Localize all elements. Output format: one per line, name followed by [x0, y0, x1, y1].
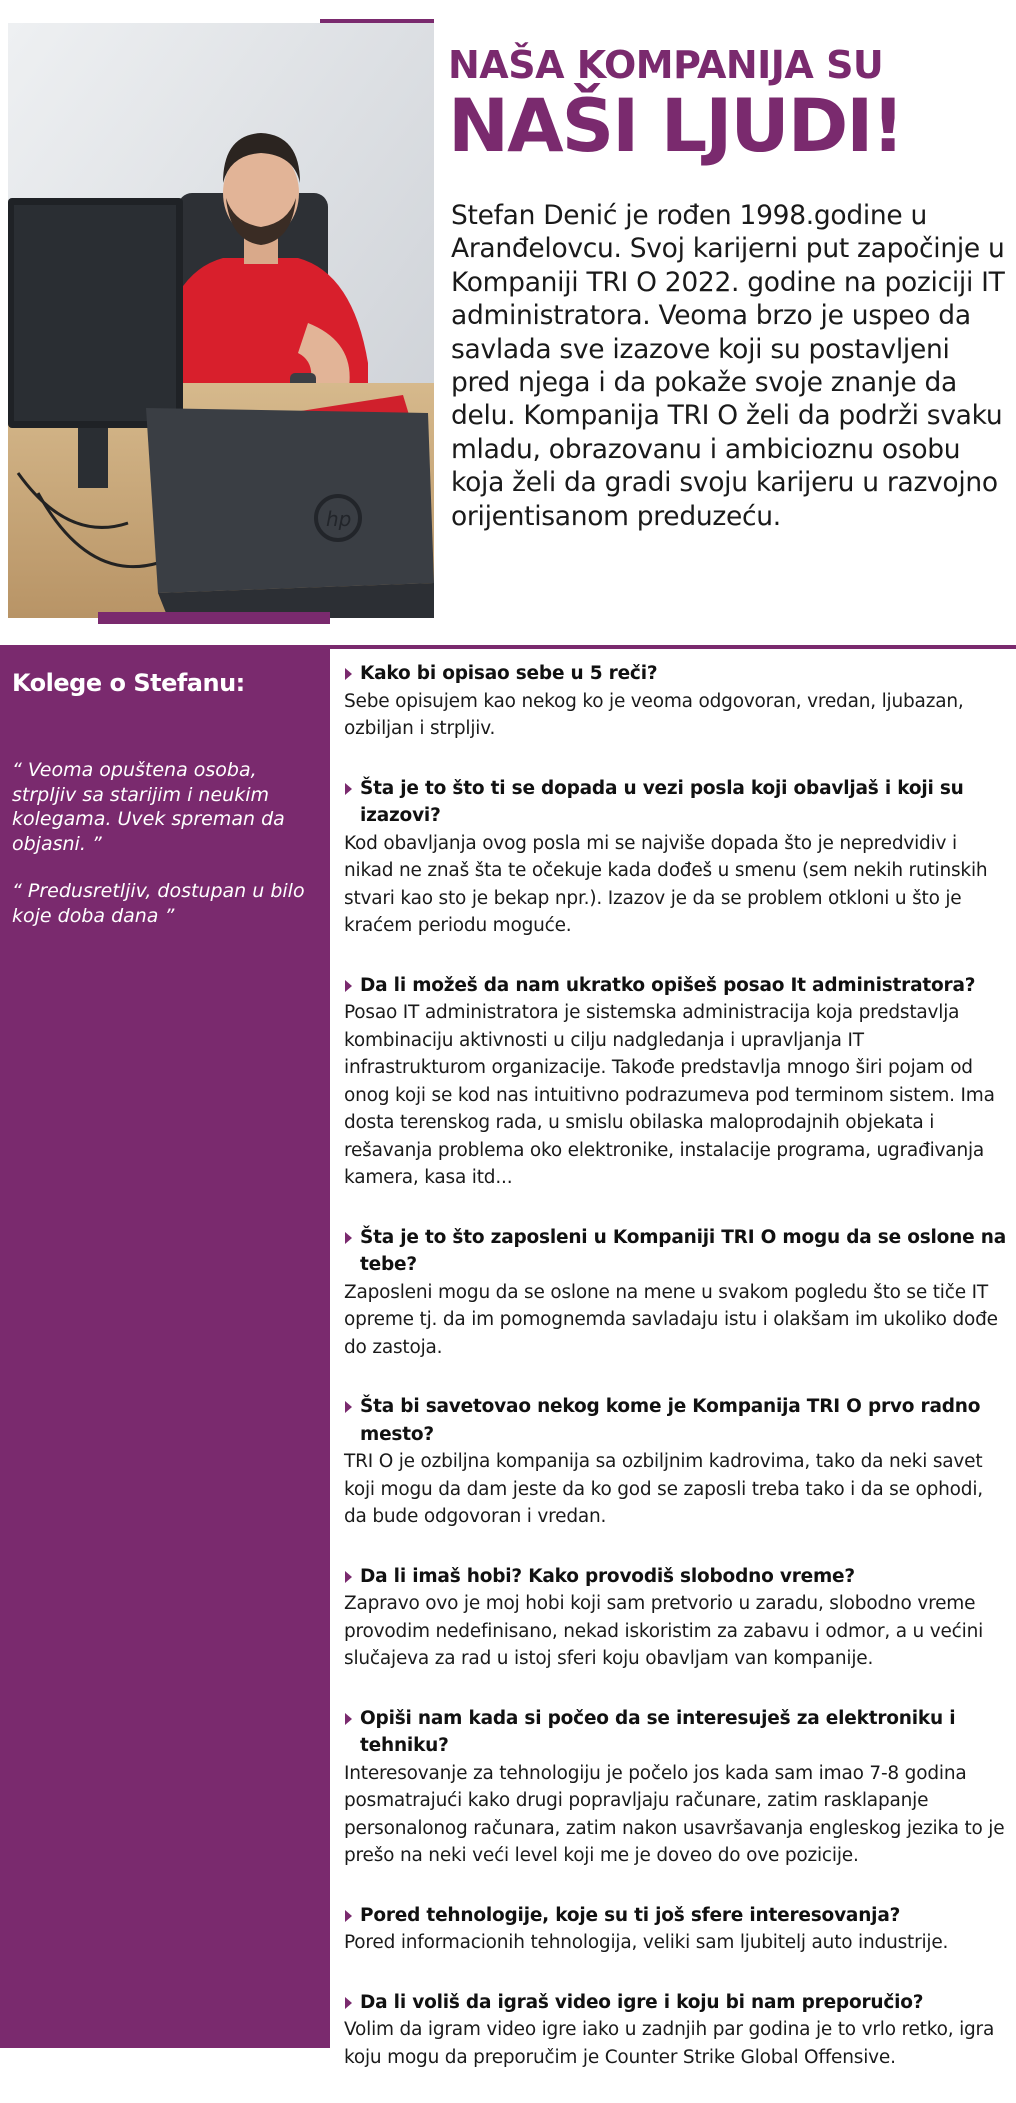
page-title	[448, 42, 1008, 168]
title-line-1: NAŠA KOMPANIJA SU	[448, 43, 884, 87]
qa-answer: Zaposleni mogu da se oslone na mene u svakom pogledu što se tiče IT opreme tj. da im pomognemda savladaju istu i olakšam im ukoliko dođe do zastoja.	[344, 1281, 998, 1358]
intro-paragraph: Stefan Denić je rođen 1998.godine u Aranđelovcu. Svoj karijerni put započinje u Kompaniji TRI O 2022. godine na poziciji IT administratora. Veoma brzo je uspeo da savlada sve izazove koji su postavljeni pred njega i da pokaže svoje znanje da delu. Kompanija TRI O želi da podrži svaku mladu, obrazovanu i ambicioznu osobu koja želi da gradi svoju karijeru u razvojno orijentisanom preduzeću.	[451, 200, 1005, 532]
qa-question: Pored tehnologije, koje su ti još sfere interesovanja?	[344, 1902, 1008, 1930]
title-line-2: NAŠI LJUDI!	[448, 84, 903, 169]
bullet-arrow-icon	[345, 1401, 352, 1413]
colleague-quote: “ Predusretljiv, dostupan u bilo koje doba dana ”	[12, 880, 305, 927]
qa-item	[344, 775, 1008, 940]
colleagues-sidebar	[0, 649, 330, 2048]
qa-item	[344, 660, 1008, 743]
qa-item	[344, 1393, 1008, 1531]
bullet-arrow-icon	[345, 1571, 352, 1583]
qa-item	[344, 972, 1008, 1192]
qa-question: Šta je to što ti se dopada u vezi posla koji obavljaš i koji su izazovi?	[344, 775, 1008, 830]
qa-question: Da li voliš da igraš video igre i koju bi nam preporučio?	[344, 1989, 1008, 2017]
qa-question: Opiši nam kada si počeo da se interesuješ za elektroniku i tehniku?	[344, 1705, 1008, 1760]
qa-item	[344, 1705, 1008, 1870]
qa-answer: Posao IT administratora je sistemska administracija koja predstavlja kombinaciju aktivnosti u cilju nadgledanja i upravljanja IT infrastrukturom organizacije. Takođe predstavlja mnogo širi pojam od onog koji se kod nas intuitivno podrazumeva pod terminom sistem. Ima dosta terenskog rada, u smislu obilaska maloprodajnih objekata i rešavanja problema oko elektronike, instalacije programa, ugrađivanja kamera, kasa itd...	[344, 1002, 995, 1188]
qa-item	[344, 1224, 1008, 1362]
bullet-arrow-icon	[345, 1910, 352, 1922]
photo-frame-accent-bottom	[98, 612, 330, 624]
qa-question: Da li možeš da nam ukratko opišeš posao It administratora?	[344, 972, 1008, 1000]
qa-answer: Interesovanje za tehnologiju je počelo jos kada sam imao 7-8 godina posmatrajući kako drugi popravljaju računare, zatim rasklapanje personalonog računara, zatim nakon usavršavanja engleskog jezika to je prešo na neki veći level koji me je doveo do ove pozicije.	[344, 1762, 1005, 1866]
colleague-quote: “ Veoma opuštena osoba, strpljiv sa starijim i neukim kolegama. Uvek spreman da objasni. ”	[12, 759, 285, 855]
bullet-arrow-icon	[345, 668, 352, 680]
qa-item	[344, 1902, 1008, 1957]
qa-answer: Volim da igram video igre iako u zadnjih par godina je to vrlo retko, igra koju mogu da preporučim je Counter Strike Global Offensive.	[344, 2019, 995, 2068]
bullet-arrow-icon	[345, 1713, 352, 1725]
qa-question: Kako bi opisao sebe u 5 reči?	[344, 660, 1008, 688]
sidebar-title: Kolege o Stefanu:	[12, 669, 245, 697]
svg-text:hp: hp	[326, 507, 352, 531]
qa-answer: Zapravo ovo je moj hobi koji sam pretvorio u zaradu, slobodno vreme provodim nedefinisano, nekad iskoristim za zabavu i odmor, a u većini slučajeva za rad u istoj sferi koju obavljam van kompanije.	[344, 1593, 984, 1669]
bullet-arrow-icon	[345, 980, 352, 992]
employee-photo	[8, 23, 434, 618]
bullet-arrow-icon	[345, 1232, 352, 1244]
interview-qa	[344, 660, 1008, 2103]
qa-item	[344, 1989, 1008, 2072]
qa-answer: TRI O je ozbiljna kompanija sa ozbiljnim kadrovima, tako da neki savet koji mogu da dam jeste da ko god se zaposli treba tako i da se ophodi, da bude odgovoran i vredan.	[344, 1451, 983, 1527]
qa-question: Šta je to što zaposleni u Kompaniji TRI O mogu da se oslone na tebe?	[344, 1224, 1008, 1279]
qa-answer: Pored informacionih tehnologija, veliki sam ljubitelj auto industrije.	[344, 1932, 949, 1953]
qa-answer: Sebe opisujem kao nekog ko je veoma odgovoran, vredan, ljubazan, ozbiljan i strpljiv.	[344, 690, 964, 739]
qa-answer: Kod obavljanja ovog posla mi se najviše dopada što je nepredvidiv i nikad ne znaš šta te očekuje kada dođeš u smenu (sem nekih rutinskih stvari kao sto je bekap npr.). Izazov je da se problem otkloni u što je kraćem periodu moguće.	[344, 832, 988, 936]
qa-item	[344, 1563, 1008, 1673]
bullet-arrow-icon	[345, 783, 352, 795]
qa-question: Šta bi savetovao nekog kome je Kompanija TRI O prvo radno mesto?	[344, 1393, 1008, 1448]
qa-question: Da li imaš hobi? Kako provodiš slobodno vreme?	[344, 1563, 1008, 1591]
bullet-arrow-icon	[345, 1997, 352, 2009]
